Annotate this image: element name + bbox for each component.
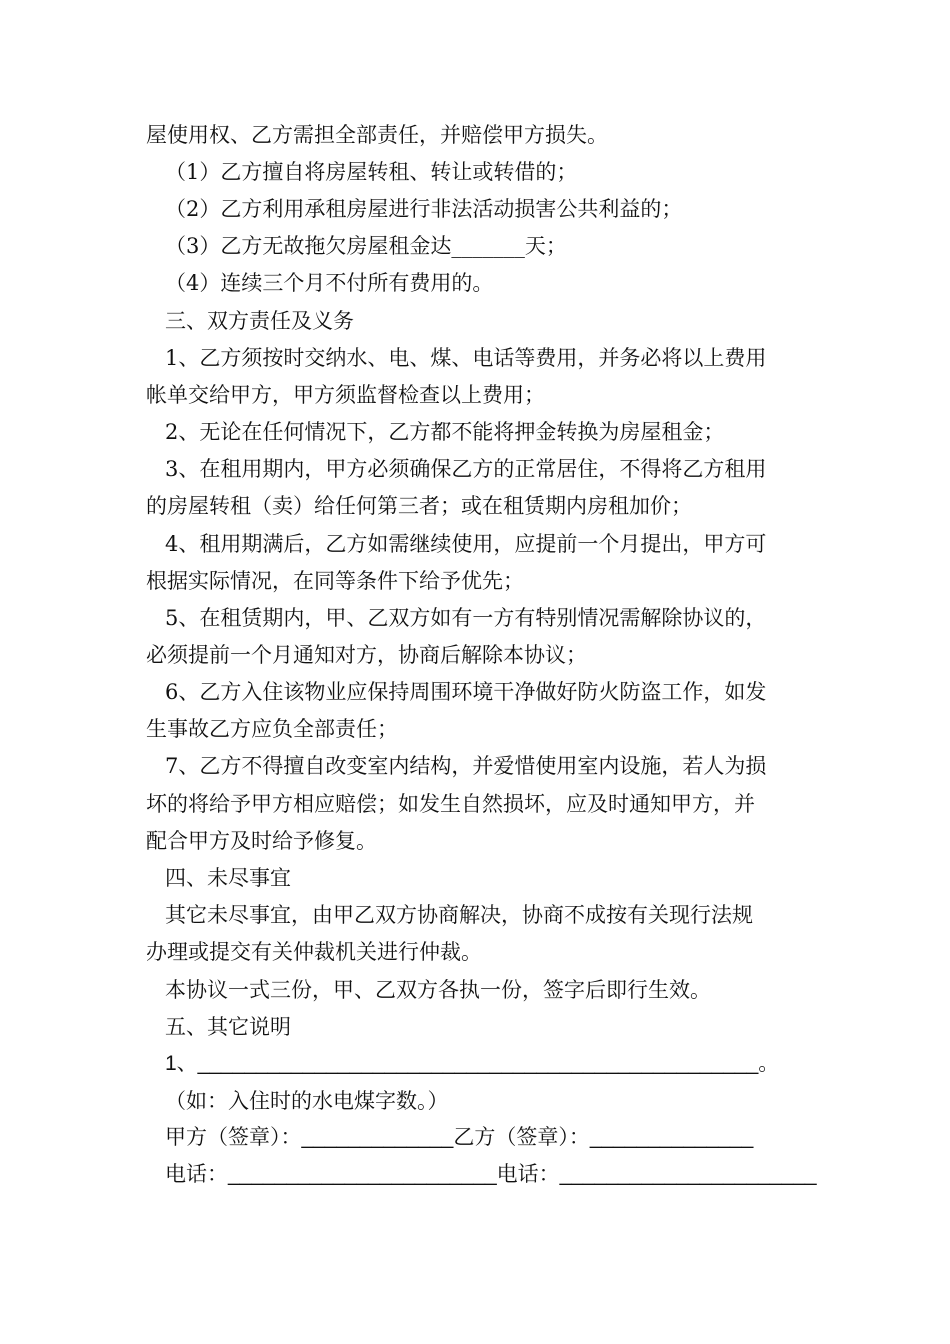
signature-line: 甲方（签章）：_____________乙方（签章）：______________ bbox=[165, 1126, 754, 1149]
text-line: 1、乙方须按时交纳水、电、煤、电话等费用，并务必将以上费用 bbox=[165, 346, 767, 370]
section-heading: 四、未尽事宜 bbox=[165, 866, 291, 890]
text-line: 屋使用权、乙方需担全部责任，并赔偿甲方损失。 bbox=[146, 123, 608, 147]
text-line: 配合甲方及时给予修复。 bbox=[146, 829, 377, 853]
text-line: 其它未尽事宜，由甲乙双方协商解决，协商不成按有关现行法规 bbox=[165, 903, 753, 927]
phone-line: 电话：_______________________电话：______________________ bbox=[165, 1163, 817, 1186]
list-item: （2）乙方利用承租房屋进行非法活动损害公共利益的； bbox=[165, 197, 683, 221]
text-line: 本协议一式三份，甲、乙双方各执一份，签字后即行生效。 bbox=[165, 978, 711, 1002]
other-notes-blank: 1、________________________________________________。 bbox=[165, 1052, 780, 1075]
text-line: 办理或提交有关仲裁机关进行仲裁。 bbox=[146, 940, 482, 964]
text-line: 坏的将给予甲方相应赔偿；如发生自然损坏，应及时通知甲方，并 bbox=[146, 792, 755, 816]
text-line: 帐单交给甲方，甲方须监督检查以上费用； bbox=[146, 383, 545, 407]
list-item: （4）连续三个月不付所有费用的。 bbox=[165, 271, 494, 295]
text-line: 生事故乙方应负全部责任； bbox=[146, 717, 398, 741]
text-line: 必须提前一个月通知对方，协商后解除本协议； bbox=[146, 643, 587, 667]
text-line: 2、无论在任何情况下，乙方都不能将押金转换为房屋租金； bbox=[165, 420, 725, 444]
text-line: 的房屋转租（卖）给任何第三者；或在租赁期内房租加价； bbox=[146, 494, 692, 518]
section-heading: 五、其它说明 bbox=[165, 1015, 291, 1039]
text-line: 根据实际情况，在同等条件下给予优先； bbox=[146, 569, 524, 593]
text-line: 3、在租用期内，甲方必须确保乙方的正常居住，不得将乙方租用 bbox=[165, 457, 767, 481]
section-heading: 三、双方责任及义务 bbox=[165, 309, 354, 333]
list-item: （3）乙方无故拖欠房屋租金达_______天； bbox=[165, 234, 567, 258]
text-line: 6、乙方入住该物业应保持周围环境干净做好防火防盗工作，如发 bbox=[165, 680, 767, 704]
list-item: （1）乙方擅自将房屋转租、转让或转借的； bbox=[165, 160, 578, 184]
text-line: 4、租用期满后，乙方如需继续使用，应提前一个月提出，甲方可 bbox=[165, 532, 767, 556]
text-line: （如：入住时的水电煤字数。） bbox=[165, 1089, 449, 1113]
text-line: 5、在租赁期内，甲、乙双方如有一方有特别情况需解除协议的， bbox=[165, 606, 767, 630]
text-line: 7、乙方不得擅自改变室内结构，并爱惜使用室内设施，若人为损 bbox=[165, 754, 767, 778]
